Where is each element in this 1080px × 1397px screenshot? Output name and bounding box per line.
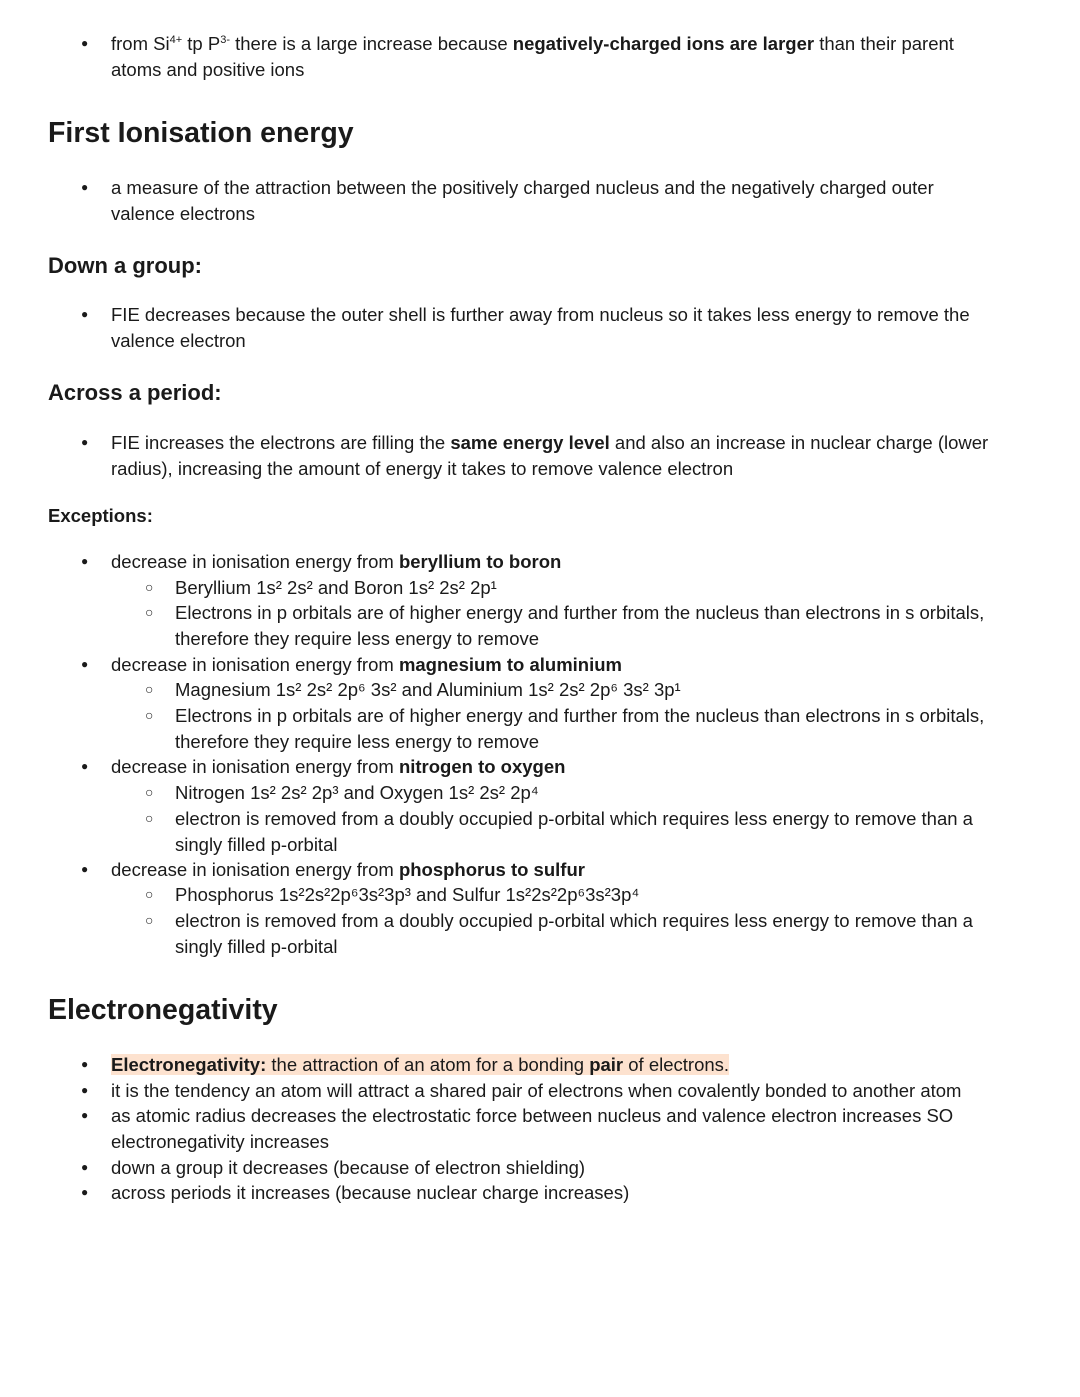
fie-definition-text: a measure of the attraction between the positively charged nucleus and the negatively charged outer [111, 177, 934, 198]
be-config: ○ Beryllium 1s² 2s² and Boron 1s² 2s² 2p¹ [175, 575, 1035, 601]
exceptions-heading: Exceptions: [48, 505, 153, 526]
down-group-bullet [111, 302, 1041, 353]
si-charge: 4+ [169, 34, 183, 46]
intro-text: there is a large increase because [229, 33, 513, 54]
across-text: FIE increases the electrons are filling the [111, 432, 451, 453]
p-charge: 3- [220, 34, 230, 46]
n-config: ○ Nitrogen 1s² 2s² 2p³ and Oxygen 1s² 2s² 2p⁴ [175, 780, 1035, 806]
en-across-period-bullet: ● across periods it increases (because nuclear charge increases) [111, 1180, 1041, 1206]
en-definition-text: the attraction of an atom for a bonding [266, 1054, 590, 1075]
exception-lead: decrease in ionisation energy from [111, 859, 399, 880]
fie-definition [111, 175, 1041, 226]
mg-reason [175, 703, 1035, 754]
intro-text: from Si [111, 33, 170, 54]
en-radius-text: electronegativity increases [111, 1130, 329, 1152]
intro-text: atoms and positive ions [111, 58, 305, 80]
down-group-text: FIE decreases because the outer shell is further away from nucleus so it takes less energy to remove the [111, 304, 970, 325]
p-reason [175, 908, 1035, 959]
n-reason [175, 806, 1035, 857]
electronegativity-heading: Electronegativity [48, 994, 278, 1026]
fie-definition-text: valence electrons [111, 202, 255, 224]
be-reason [175, 600, 1035, 651]
p-orbital-text: Electrons in p orbitals are of higher energy and further from the nucleus than electrons in s orbitals, [175, 705, 985, 726]
p-orbital-text: Electrons in p orbitals are of higher energy and further from the nucleus than electrons in s orbitals, [175, 602, 985, 623]
down-group-text: valence electron [111, 329, 246, 351]
exception-lead: decrease in ionisation energy from [111, 756, 399, 777]
en-definition-pair: pair [589, 1054, 624, 1075]
across-bold: same energy level [450, 432, 610, 453]
across-text: radius), increasing the amount of energy it takes to remove valence electron [111, 457, 734, 479]
en-tendency-bullet: ● it is the tendency an atom will attract a shared pair of electrons when covalently bonded to another atom [111, 1078, 1041, 1104]
en-definition-highlight [111, 1054, 729, 1075]
exception-p-s [111, 857, 1041, 883]
exception-be-b [111, 549, 1041, 575]
en-definition-text: of electrons. [623, 1054, 730, 1075]
en-down-group-bullet: ● down a group it decreases (because of electron shielding) [111, 1155, 1041, 1181]
across-period-bullet [111, 430, 1041, 481]
exception-lead: decrease in ionisation energy from [111, 654, 399, 675]
doubly-occupied-text: singly filled p-orbital [175, 935, 338, 957]
exception-title: magnesium to aluminium [398, 654, 622, 675]
exception-title: nitrogen to oxygen [398, 756, 566, 777]
p-config: ○ Phosphorus 1s²2s²2p⁶3s²3p³ and Sulfur 1s²2s²2p⁶3s²3p⁴ [175, 882, 1035, 908]
en-definition-term: Electronegativity: [111, 1054, 267, 1075]
across-text: and also an increase in nuclear charge (lower [609, 432, 989, 453]
exception-mg-al [111, 652, 1041, 678]
en-radius-bullet [111, 1103, 1041, 1154]
p-orbital-text: therefore they require less energy to remove [175, 627, 540, 649]
intro-bullet [111, 31, 1041, 82]
fie-heading: First Ionisation energy [48, 117, 354, 149]
en-radius-text: as atomic radius decreases the electrostatic force between nucleus and valence electron increases SO [111, 1105, 954, 1126]
doubly-occupied-text: singly filled p-orbital [175, 833, 338, 855]
p-orbital-text: therefore they require less energy to remove [175, 730, 540, 752]
intro-text: tp P [182, 33, 221, 54]
exception-title: beryllium to boron [398, 551, 562, 572]
across-period-heading: Across a period: [48, 380, 222, 405]
exception-lead: decrease in ionisation energy from [111, 551, 399, 572]
doubly-occupied-text: electron is removed from a doubly occupied p-orbital which requires less energy to remove than a [175, 808, 973, 829]
intro-bold: negatively-charged ions are larger [512, 33, 815, 54]
doubly-occupied-text: electron is removed from a doubly occupied p-orbital which requires less energy to remove than a [175, 910, 973, 931]
exception-title: phosphorus to sulfur [398, 859, 585, 880]
intro-text: than their parent [814, 33, 954, 54]
mg-config: ○ Magnesium 1s² 2s² 2p⁶ 3s² and Aluminium 1s² 2s² 2p⁶ 3s² 3p¹ [175, 677, 1035, 703]
down-group-heading: Down a group: [48, 253, 202, 278]
en-definition-bullet [111, 1052, 1041, 1078]
exception-n-o [111, 754, 1041, 780]
